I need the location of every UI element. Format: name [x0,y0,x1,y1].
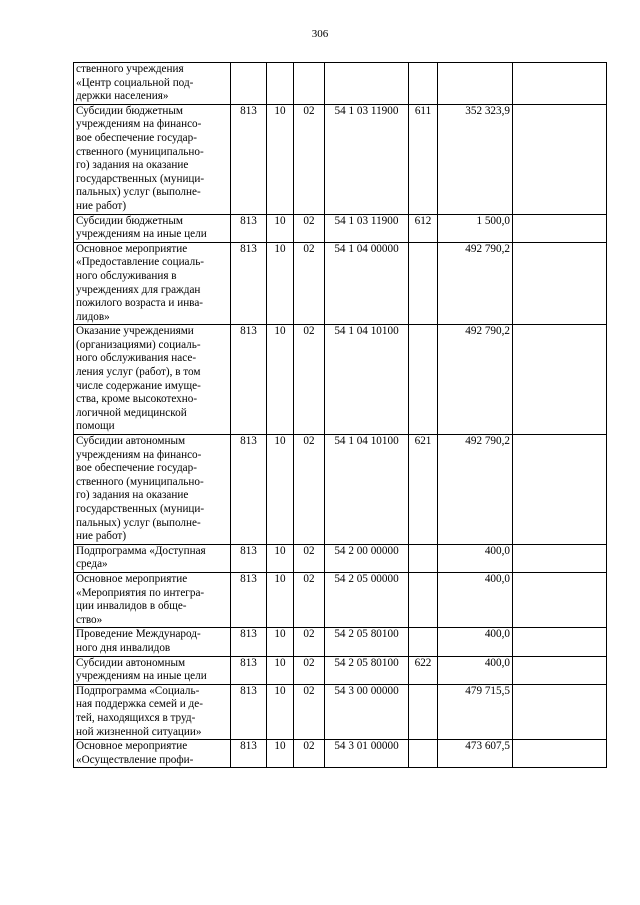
target-article-cell: 54 3 00 00000 [325,684,409,739]
table-row [74,628,607,656]
expense-type-cell [409,242,438,325]
ministry-code-cell: 813 [231,214,267,242]
item-name-line: пальных) услуг (выполне- [76,186,201,199]
table-row [74,684,607,739]
extra-amount-cell [513,242,607,325]
item-name-line: ции инвалидов в обще- [76,600,187,613]
item-name-cell [74,628,231,656]
ministry-code-cell: 813 [231,740,267,768]
item-name-line: ного обслуживания в [76,269,177,282]
item-name-cell [74,572,231,627]
item-name-line: Субсидии бюджетным [76,214,183,227]
expense-type-cell: 612 [409,214,438,242]
target-article-cell [325,63,409,105]
amount-cell: 400,0 [438,628,513,656]
table-row [74,214,607,242]
item-name-line: Подпрограмма «Доступная [76,544,206,557]
amount-cell: 492 790,2 [438,325,513,435]
expense-type-cell: 611 [409,104,438,214]
subsection-code-cell: 02 [294,544,325,572]
section-code-cell: 10 [267,104,294,214]
item-name-line: «Предоставление социаль- [76,256,205,269]
target-article-cell: 54 2 05 80100 [325,656,409,684]
subsection-code-cell: 02 [294,656,325,684]
table-row [74,104,607,214]
item-name-line: Подпрограмма «Социаль- [76,684,200,697]
expense-type-cell: 622 [409,656,438,684]
item-name-line: учреждениям на финансо- [76,448,202,461]
target-article-cell: 54 3 01 00000 [325,740,409,768]
item-name-line: ного дня инвалидов [76,641,171,654]
expense-type-cell [409,544,438,572]
section-code-cell: 10 [267,544,294,572]
extra-amount-cell [513,740,607,768]
subsection-code-cell: 02 [294,104,325,214]
amount-cell: 352 323,9 [438,104,513,214]
extra-amount-cell [513,544,607,572]
target-article-cell: 54 1 04 00000 [325,242,409,325]
item-name-cell [74,104,231,214]
amount-cell: 473 607,5 [438,740,513,768]
extra-amount-cell [513,435,607,545]
expense-type-cell [409,325,438,435]
item-name-line: государственных (муници- [76,503,205,515]
extra-amount-cell [513,684,607,739]
section-code-cell: 10 [267,325,294,435]
subsection-code-cell: 02 [294,740,325,768]
item-name-line: ние работ) [76,199,127,212]
subsection-code-cell: 02 [294,572,325,627]
expense-type-cell: 621 [409,435,438,545]
item-name-line: ства, кроме высокотехно- [76,393,198,406]
ministry-code-cell: 813 [231,628,267,656]
expense-type-cell [409,628,438,656]
item-name-line: государственных (муници- [76,172,205,185]
target-article-cell: 54 1 04 10100 [325,325,409,435]
amount-cell: 400,0 [438,544,513,572]
ministry-code-cell: 813 [231,242,267,325]
item-name-line: «Осуществление профи- [76,753,194,766]
item-name-line: Субсидии бюджетным [76,104,183,117]
item-name-line: (организациями) социаль- [76,338,201,351]
ministry-code-cell [231,63,267,105]
item-name-line: вое обеспечение государ- [76,462,197,475]
extra-amount-cell [513,63,607,105]
item-name-cell [74,544,231,572]
item-name-cell [74,435,231,545]
item-name-cell [74,684,231,739]
subsection-code-cell: 02 [294,435,325,545]
extra-amount-cell [513,325,607,435]
section-code-cell [267,63,294,105]
table-row [74,572,607,627]
table-row [74,325,607,435]
item-name-line: го) задания на оказание [76,489,189,502]
item-name-line: ственного (муниципально- [76,145,204,158]
ministry-code-cell: 813 [231,325,267,435]
amount-cell: 492 790,2 [438,242,513,325]
item-name-line: ние работ) [76,530,127,543]
ministry-code-cell: 813 [231,435,267,545]
item-name-line: пожилого возраста и инва- [76,297,204,310]
item-name-cell [74,656,231,684]
target-article-cell: 54 1 04 10100 [325,435,409,545]
item-name-line: ство» [76,613,103,626]
item-name-line: ления услуг (работ), в том [76,366,201,379]
table-row [74,740,607,768]
item-name-line: ственного учреждения [76,63,184,75]
item-name-line: «Мероприятия по интегра- [76,586,205,599]
item-name-line: ной жизненной ситуации» [76,725,202,738]
table-row [74,63,607,105]
item-name-line: Основное мероприятие [76,242,188,255]
page-number: 306 [311,28,329,40]
amount-cell: 479 715,5 [438,684,513,739]
amount-cell: 400,0 [438,656,513,684]
target-article-cell: 54 1 03 11900 [325,214,409,242]
item-name-line: учреждениях для граждан [76,283,201,296]
extra-amount-cell [513,214,607,242]
ministry-code-cell: 813 [231,656,267,684]
ministry-code-cell: 813 [231,572,267,627]
item-name-line: логичной медицинской [76,406,187,419]
expense-type-cell [409,63,438,105]
item-name-line: держки населения» [76,90,169,103]
item-name-line: Проведение Международ- [76,628,201,641]
item-name-line: вое обеспечение государ- [76,131,197,144]
item-name-line: «Центр социальной под- [76,76,194,89]
amount-cell [438,63,513,105]
amount-cell: 1 500,0 [438,214,513,242]
item-name-line: тей, находящихся в труд- [76,711,196,724]
item-name-line: учреждениям на финансо- [76,118,202,131]
expense-type-cell [409,684,438,739]
item-name-line: ственного (муниципально- [76,475,204,488]
item-name-line: ная поддержка семей и де- [76,698,203,711]
item-name-line: помощи [76,420,115,433]
item-name-line: ного обслуживания насе- [76,352,197,365]
item-name-line: числе содержание имуще- [76,379,201,392]
subsection-code-cell: 02 [294,628,325,656]
budget-table [73,62,607,768]
subsection-code-cell: 02 [294,214,325,242]
subsection-code-cell: 02 [294,684,325,739]
item-name-line: Основное мероприятие [76,572,188,585]
section-code-cell: 10 [267,572,294,627]
table-body [74,63,607,768]
ministry-code-cell: 813 [231,104,267,214]
section-code-cell: 10 [267,435,294,545]
item-name-line: Субсидии автономным [76,435,186,448]
target-article-cell: 54 1 03 11900 [325,104,409,214]
subsection-code-cell: 02 [294,325,325,435]
target-article-cell: 54 2 05 80100 [325,628,409,656]
item-name-cell [74,63,231,105]
table-row [74,242,607,325]
item-name-line: пальных) услуг (выполне- [76,516,201,529]
item-name-line: среда» [76,558,108,571]
extra-amount-cell [513,628,607,656]
expense-type-cell [409,740,438,768]
table-row [74,544,607,572]
section-code-cell: 10 [267,740,294,768]
section-code-cell: 10 [267,628,294,656]
table-row [74,435,607,545]
subsection-code-cell [294,63,325,105]
item-name-cell [74,325,231,435]
extra-amount-cell [513,656,607,684]
table-row [74,656,607,684]
target-article-cell: 54 2 05 00000 [325,572,409,627]
amount-cell: 492 790,2 [438,435,513,545]
target-article-cell: 54 2 00 00000 [325,544,409,572]
extra-amount-cell [513,572,607,627]
item-name-line: Основное мероприятие [76,740,188,753]
item-name-line: лидов» [76,310,110,323]
item-name-cell [74,214,231,242]
section-code-cell: 10 [267,242,294,325]
ministry-code-cell: 813 [231,684,267,739]
section-code-cell: 10 [267,214,294,242]
expense-type-cell [409,572,438,627]
section-code-cell: 10 [267,656,294,684]
item-name-line: Субсидии автономным [76,656,186,669]
extra-amount-cell [513,104,607,214]
amount-cell: 400,0 [438,572,513,627]
ministry-code-cell: 813 [231,544,267,572]
subsection-code-cell: 02 [294,242,325,325]
item-name-line: учреждениям на иные цели [76,228,207,241]
item-name-line: Оказание учреждениями [76,325,194,338]
item-name-line: го) задания на оказание [76,159,189,172]
item-name-cell [74,740,231,768]
item-name-cell [74,242,231,325]
section-code-cell: 10 [267,684,294,739]
item-name-line: учреждениям на иные цели [76,670,207,683]
